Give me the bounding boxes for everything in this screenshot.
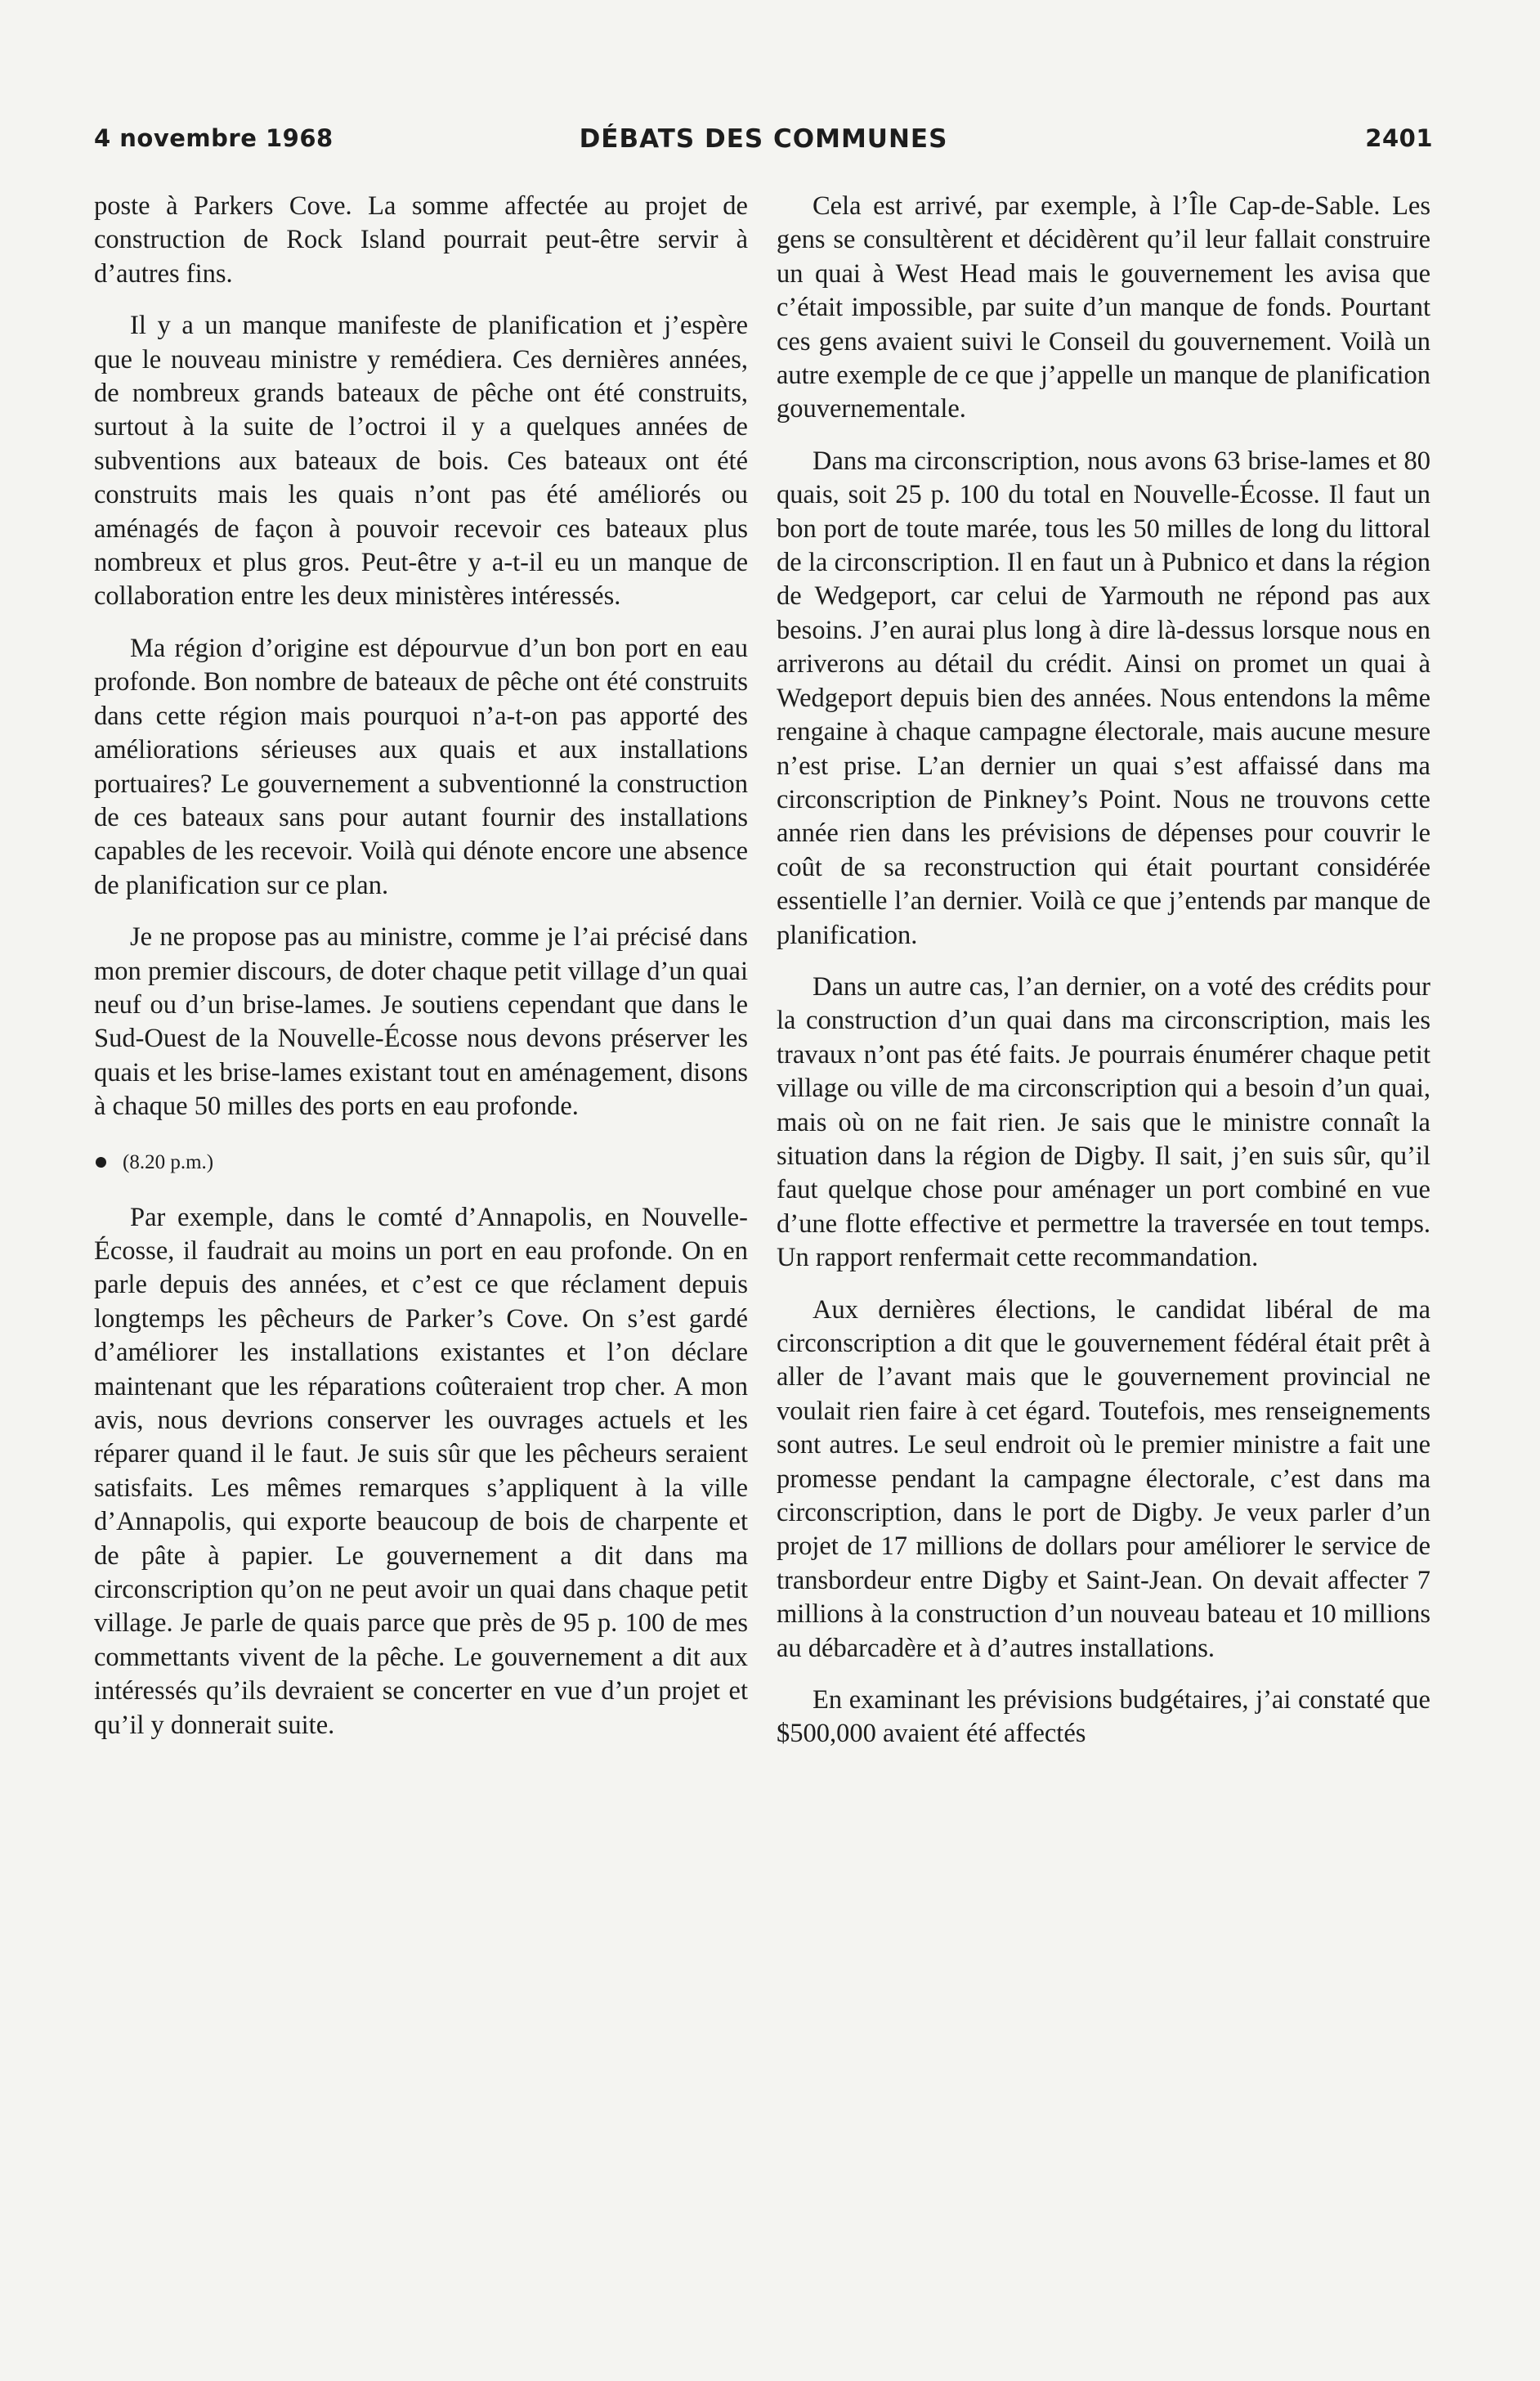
time-stamp bbox=[94, 1149, 748, 1177]
page-header bbox=[94, 124, 1433, 165]
paragraph: Je ne propose pas au ministre, comme je l’ai précisé dans mon premier discours, de doter chaque petit village d’un quai neuf ou d’un brise-lames. Je soutiens cependant que dans le Sud-Ouest de la Nouvelle-Écosse nous devons préserver les quais et les brise-lames existant tout en aménagement, disons à chaque 50 milles des ports en eau profonde. bbox=[94, 922, 748, 1122]
paragraph: Par exemple, dans le comté d’Annapolis, en Nouvelle-Écosse, il faudrait au moins un port en eau profonde. On en parle depuis des années, et c’est ce que réclament depuis longtemps les pêcheurs de Parker’s Cove. On s’est gardé d’améliorer les installations existantes et l’on déclare maintenant que les réparations coûteraient trop cher. A mon avis, nous devrions conserver les ouvrages actuels et les réparer quand il le faut. Je suis sûr que les pêcheurs seraient satisfaits. Les mêmes remarques s’appliquent à la ville d’Annapolis, qui exporte beaucoup de bois de charpente et de pâte à papier. Le gouvernement a dit dans ma circonscription qu’on ne peut avoir un quai dans chaque petit village. Je parle de quais parce que près de 95 p. 100 de mes commettants vivent de la pêche. Le gouvernement a dit aux intéressés qu’ils devraient se concerter en vue d’un projet et qu’il y donnerait suite. bbox=[94, 1202, 748, 1740]
right-column bbox=[777, 190, 1430, 1769]
paragraph: En examinant les prévisions budgétaires, j’ai constaté que $500,000 avaient été affectés bbox=[777, 1685, 1430, 1749]
bullet-icon bbox=[96, 1157, 106, 1168]
paragraph: poste à Parkers Cove. La somme affectée au projet de construction de Rock Island pourrait peut-être servir à d’autres fins. bbox=[94, 191, 748, 289]
page-number: 2401 bbox=[1365, 124, 1433, 152]
paragraph: Dans un autre cas, l’an dernier, on a voté des crédits pour la construction d’un quai dans ma circonscription, mais les travaux n’ont pas été faits. Je pourrais énumérer chaque petit village ou ville de ma circonscription qui a besoin d’un quai, mais où on ne fait rien. Je sais que le ministre connaît la situation dans la région de Digby. Il sait, j’en suis sûr, qu’il faut quelque chose pour aménager un port combiné en vue d’une flotte effective et permettre la traversée en tout temps. Un rapport renfermait cette recommandation. bbox=[777, 971, 1430, 1273]
paragraph: Il y a un manque manifeste de planification et j’espère que le nouveau ministre y remédiera. Ces dernières années, de nombreux grands bateaux de pêche ont été construits, surtout à la suite de l’octroi il y a quelques années de subventions aux bateaux de bois. Ces bateaux ont été construits mais les quais n’ont pas été améliorés ou aménagés de façon à pouvoir recevoir ces bateaux plus nombreux et plus gros. Peut-être y a-t-il eu un manque de collaboration entre les deux ministères intéressés. bbox=[94, 311, 748, 612]
time-stamp-text: (8.20 p.m.) bbox=[123, 1150, 214, 1173]
header-date: 4 novembre 1968 bbox=[94, 124, 334, 152]
paragraph: Cela est arrivé, par exemple, à l’Île Cap-de-Sable. Les gens se consultèrent et décidèrent qu’il leur fallait construire un quai à West Head mais le gouvernement les avisa que c’était impossible, par suite d’un manque de fonds. Pourtant ces gens avaient suivi le Conseil du gouvernement. Voilà un autre exemple de ce que j’appelle un manque de planification gouvernementale. bbox=[777, 191, 1430, 424]
left-column bbox=[94, 190, 748, 1760]
paragraph: Ma région d’origine est dépourvue d’un bon port en eau profonde. Bon nombre de bateaux de pêche ont été construits dans cette région mais pourquoi n’a-t-on pas apporté des améliorations sérieuses aux quais et aux installations portuaires? Le gouvernement a subventionné la construction de ces bateaux sans pour autant fournir des installations capables de les recevoir. Voilà qui dénote encore une absence de planification sur ce plan. bbox=[94, 633, 748, 900]
header-title: DÉBATS DES COMMUNES bbox=[579, 124, 948, 154]
paragraph: Aux dernières élections, le candidat libéral de ma circonscription a dit que le gouvernement fédéral était prêt à aller de l’avant mais que le gouvernement provincial ne voulait rien faire à cet égard. Toutefois, mes renseignements sont autres. Le seul endroit où le premier ministre a fait une promesse pendant la campagne électorale, c’est dans ma circonscription, dans le port de Digby. Je veux parler d’un projet de 17 millions de dollars pour améliorer le service de transbordeur entre Digby et Saint-Jean. On devait affecter 7 millions à la construction d’un nouveau bateau et 10 millions au débarcadère et à d’autres installations. bbox=[777, 1294, 1430, 1663]
paragraph: Dans ma circonscription, nous avons 63 brise-lames et 80 quais, soit 25 p. 100 du total en Nouvelle-Écosse. Il faut un bon port de toute marée, tous les 50 milles de long du littoral de la circonscription. Il en faut un à Pubnico et dans la région de Wedgeport, car celui de Yarmouth ne répond pas aux besoins. J’en aurai plus long à dire là-dessus lorsque nous en arriverons au détail du crédit. Ainsi on promet un quai à Wedgeport depuis bien des années. Nous entendons la même rengaine à chaque campagne électorale, mais aucune mesure n’est prise. L’an dernier un quai s’est affaissé dans ma circonscription de Pinkney’s Point. Nous ne trouvons cette année rien dans les prévisions de dépenses pour couvrir le coût de sa reconstruction qui était pourtant considérée essentielle l’an dernier. Voilà ce que j’entends par manque de planification. bbox=[777, 446, 1430, 950]
